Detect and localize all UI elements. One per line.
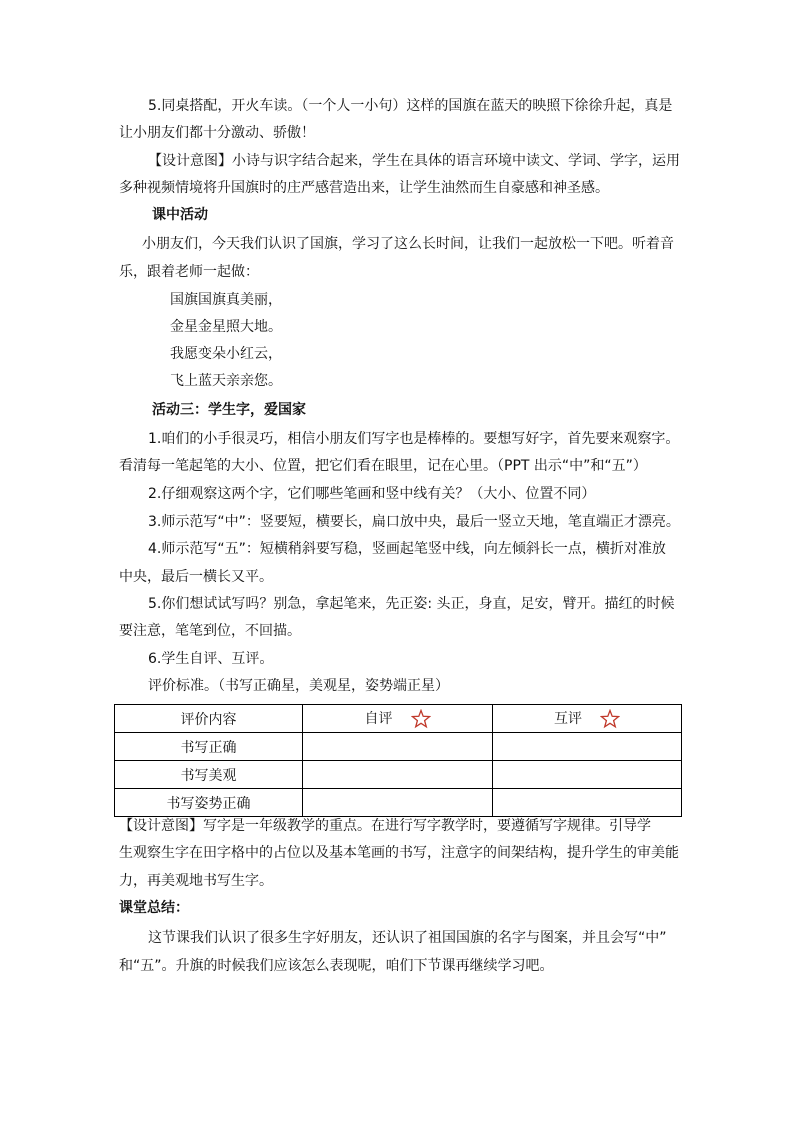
table-cell-empty <box>493 733 682 761</box>
paragraph-line: 力，再美观地书写生字。 <box>119 873 273 889</box>
paragraph-line: 中央，最后一横长又平。 <box>119 569 273 585</box>
section-heading: 课堂总结： <box>119 900 189 916</box>
paragraph-line: 3.师示范写“中”：竖要短，横要长，扁口放中央，最后一竖立天地，笔直端正才漂亮。 <box>148 514 680 530</box>
paragraph-line: 6.学生自评、互评。 <box>148 651 274 667</box>
poem-line: 我愿变朵小红云， <box>170 346 282 362</box>
paragraph-line: 生观察生字在田字格中的占位以及基本笔画的书写，注意字的间架结构，提升学生的审美能 <box>119 845 679 861</box>
table-cell: 书写正确 <box>115 733 303 761</box>
table-cell: 书写姿势正确 <box>115 789 303 817</box>
section-heading: 活动三：学生字，爱国家 <box>152 402 306 418</box>
table-cell-empty <box>493 789 682 817</box>
paragraph-line: 【设计意图】写字是一年级教学的重点。在进行写字教学时，要遵循写字规律。引导学 <box>119 818 651 834</box>
paragraph-line: 【设计意图】小诗与识字结合起来，学生在具体的语言环境中读文、学词、学字，运用 <box>148 153 680 169</box>
paragraph-line: 5.你们想试试写吗？别急，拿起笔来，先正姿: 头正，身直，足安，臂开。描红的时候 <box>148 596 675 612</box>
section-heading: 课中活动 <box>152 207 208 223</box>
poem-line: 国旗国旗真美丽， <box>170 292 282 308</box>
evaluation-table <box>114 704 682 817</box>
table-cell-empty <box>303 733 493 761</box>
table-header-cell: 互评 <box>493 705 682 733</box>
poem-line: 金星金星照大地。 <box>170 319 282 335</box>
table-row <box>115 733 682 761</box>
table-row <box>115 761 682 789</box>
table-cell: 书写美观 <box>115 761 303 789</box>
table-cell-empty <box>493 761 682 789</box>
paragraph-line: 多种视频情境将升国旗时的庄严感营造出来，让学生油然而生自豪感和神圣感。 <box>119 180 609 196</box>
table-cell-empty <box>303 789 493 817</box>
table-header-cell: 自评 <box>303 705 493 733</box>
table-header-row <box>115 705 682 733</box>
paragraph-line: 要注意，笔笔到位，不回描。 <box>119 623 301 639</box>
paragraph-line: 和“五”。升旗的时候我们应该怎么表现呢，咱们下节课再继续学习吧。 <box>119 958 554 974</box>
paragraph-line: 2.仔细观察这两个字，它们哪些笔画和竖中线有关？（大小、位置不同） <box>148 486 596 502</box>
paragraph-line: 让小朋友们都十分激动、骄傲！ <box>119 125 315 141</box>
star-outline-icon <box>600 709 620 729</box>
paragraph-line: 小朋友们，今天我们认识了国旗，学习了这么长时间，让我们一起放松一下吧。听着音 <box>142 236 674 252</box>
table-cell-empty <box>303 761 493 789</box>
paragraph-line: 5.同桌搭配，开火车读。（一个人一小句）这样的国旗在蓝天的映照下徐徐升起，真是 <box>148 98 673 114</box>
poem-line: 飞上蓝天亲亲您。 <box>170 373 282 389</box>
star-outline-icon <box>411 709 431 729</box>
paragraph-line: 评价标准。（书写正确星，美观星，姿势端正星） <box>148 678 449 694</box>
paragraph-line: 乐，跟着老师一起做： <box>119 264 259 280</box>
table-row <box>115 789 682 817</box>
table-header-cell: 评价内容 <box>115 705 303 733</box>
paragraph-line: 1.咱们的小手很灵巧，相信小朋友们写字也是棒棒的。要想写好字，首先要来观察字。 <box>148 431 680 447</box>
paragraph-line: 这节课我们认识了很多生字好朋友，还认识了祖国国旗的名字与图案，并且会写“中” <box>148 930 667 946</box>
paragraph-line: 4.师示范写“五”：短横稍斜要写稳，竖画起笔竖中线，向左倾斜长一点，横折对准放 <box>148 541 666 557</box>
paragraph-line: 看清每一笔起笔的大小、位置，把它们看在眼里，记在心里。（PPT 出示“中”和“五”） <box>119 458 647 474</box>
